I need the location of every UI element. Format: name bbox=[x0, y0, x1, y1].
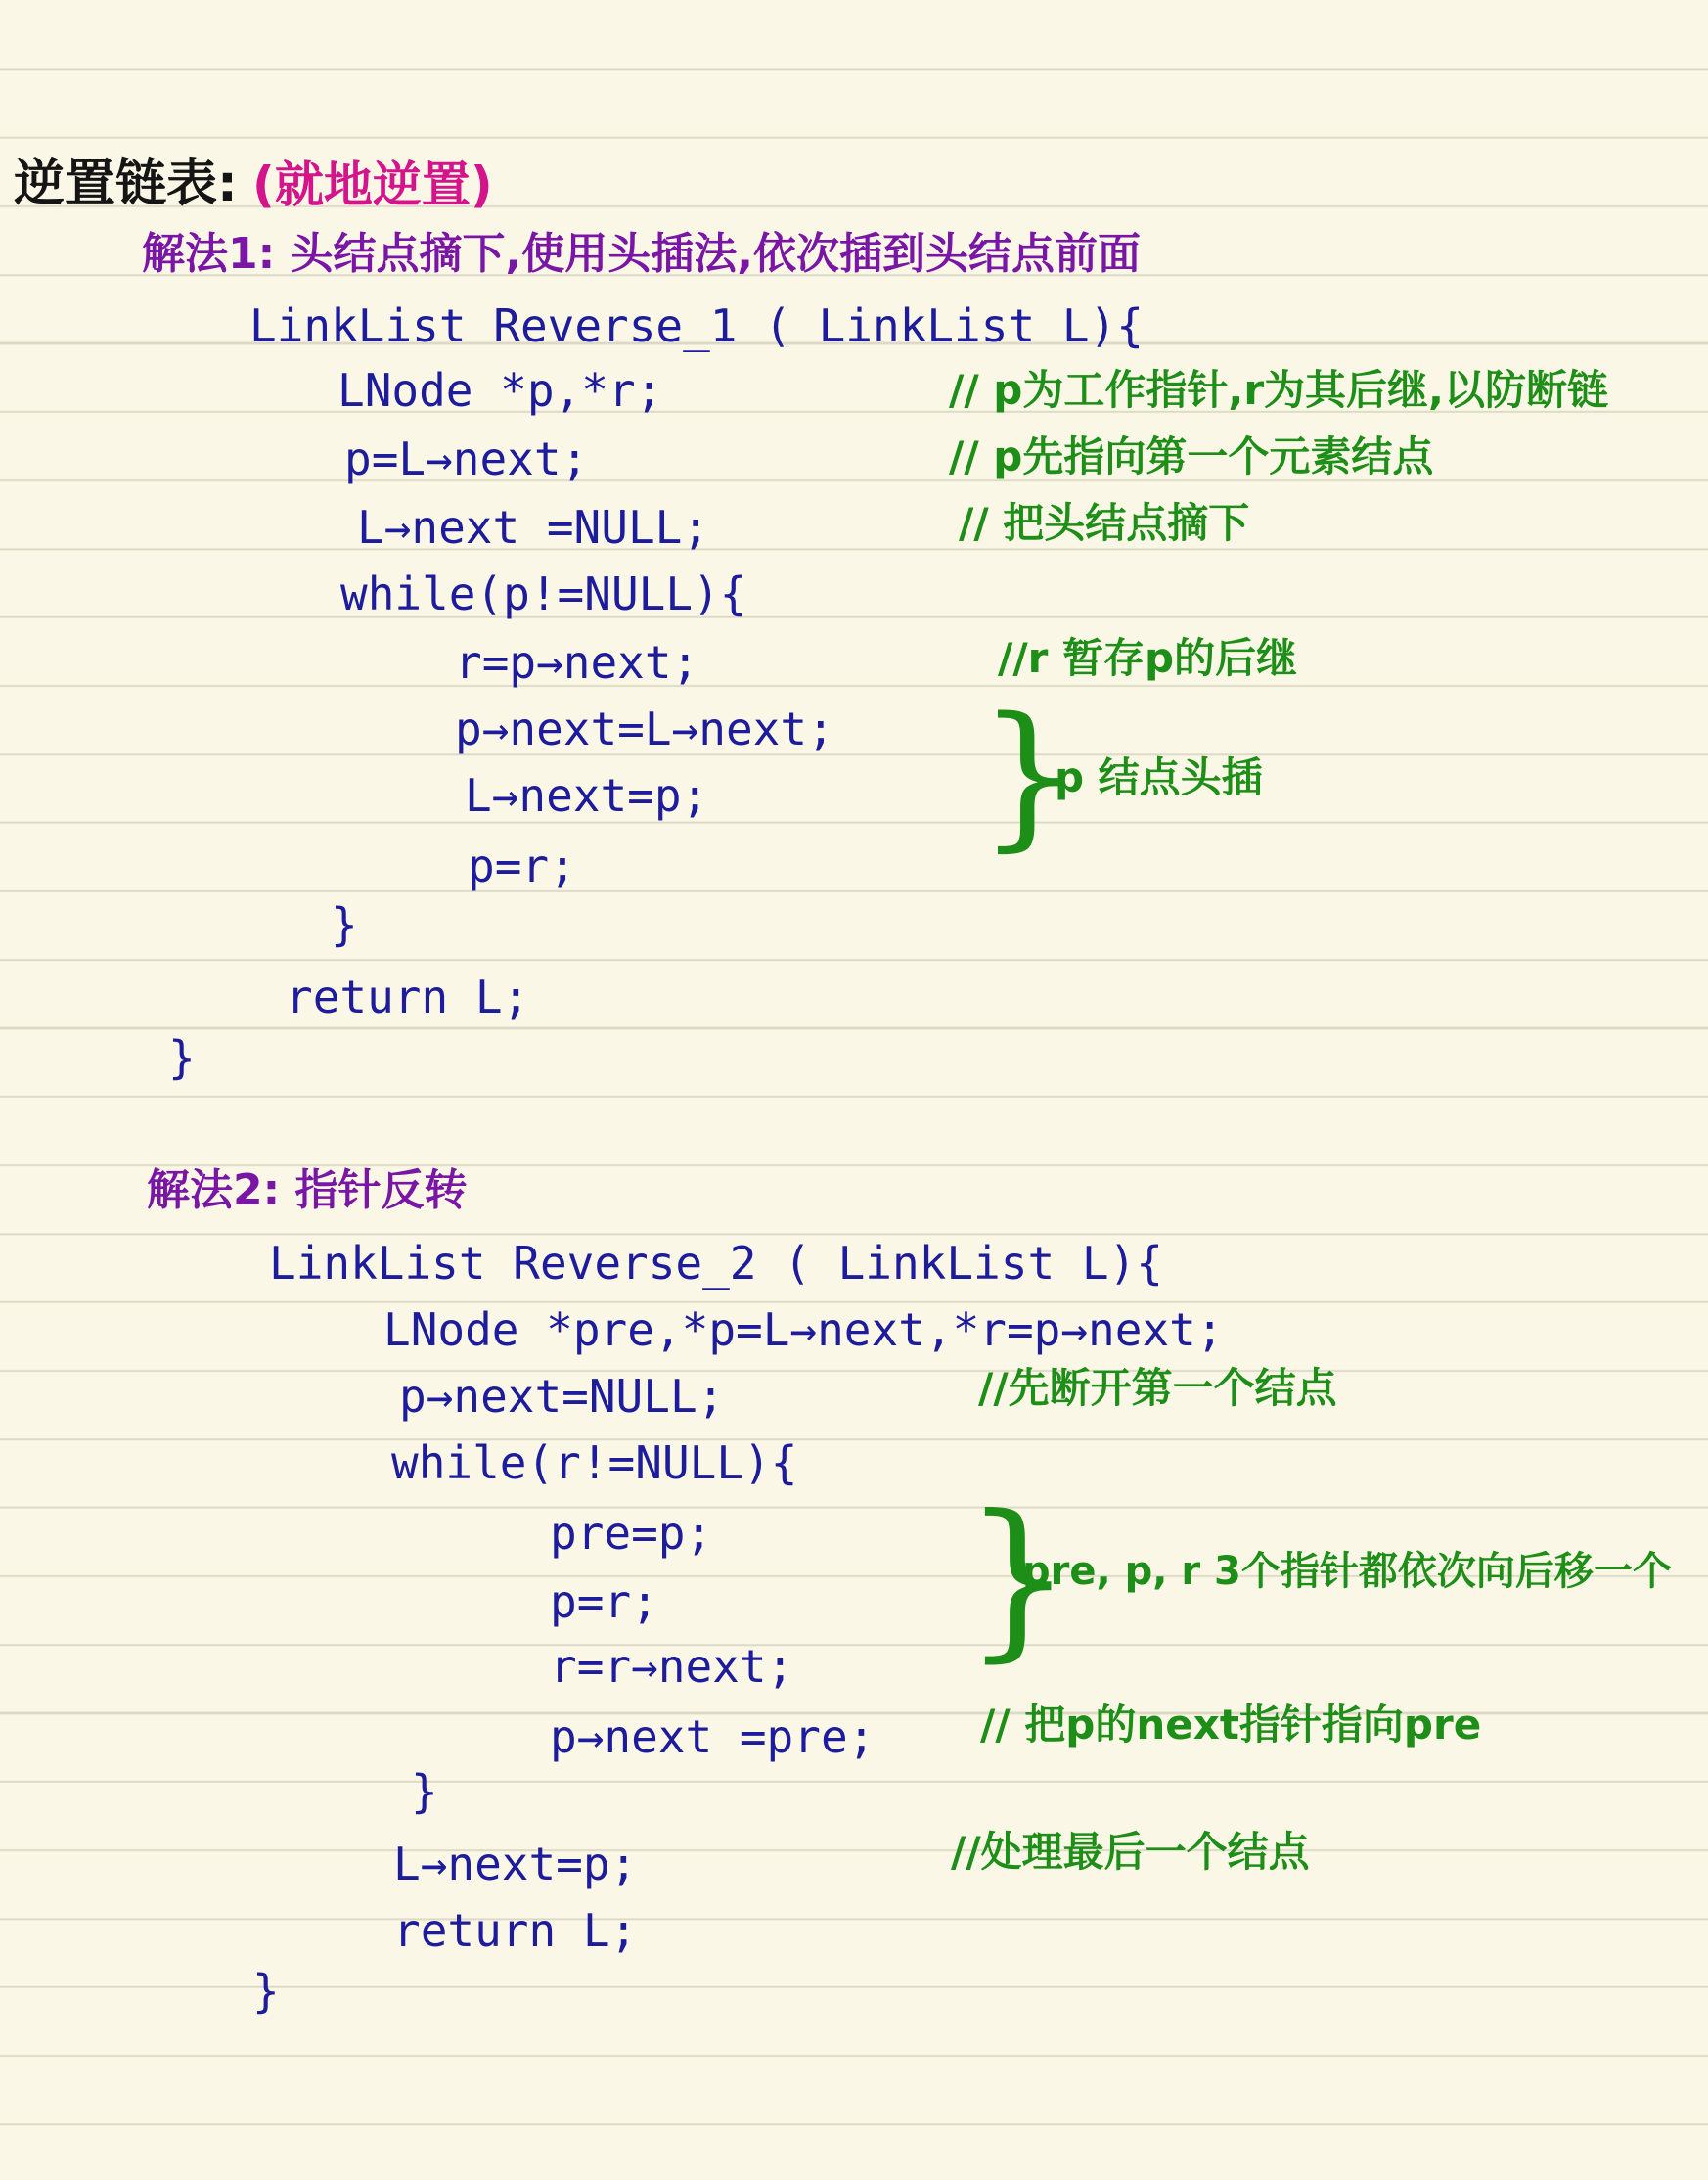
title-note: (就地逆置) bbox=[252, 157, 493, 213]
code-line: p=r; bbox=[550, 1575, 658, 1628]
code-line: LNode *p,*r; bbox=[337, 364, 663, 417]
code-line: } bbox=[411, 1765, 438, 1818]
comment: // 把头结点摘下 bbox=[959, 499, 1250, 547]
code-line: r=r→next; bbox=[550, 1640, 794, 1693]
code-line: } bbox=[331, 898, 358, 951]
code-line: while(p!=NULL){ bbox=[340, 568, 747, 620]
method2-heading: 解法2: 指针反转 bbox=[147, 1165, 468, 1215]
code-line: LinkList Reverse_2 ( LinkList L){ bbox=[269, 1237, 1163, 1290]
code-line: while(r!=NULL){ bbox=[391, 1436, 798, 1489]
code-line: p=r; bbox=[468, 840, 576, 892]
code-line: LinkList Reverse_1 ( LinkList L){ bbox=[249, 299, 1144, 352]
code-line: L→next=p; bbox=[393, 1838, 638, 1890]
code-line: LNode *pre,*p=L→next,*r=p→next; bbox=[383, 1303, 1224, 1356]
code-line: p→next=L→next; bbox=[455, 703, 834, 755]
brace-icon: } bbox=[978, 683, 1078, 866]
code-line: L→next =NULL; bbox=[357, 501, 710, 554]
code-line: p=L→next; bbox=[344, 432, 589, 485]
comment: pre, p, r 3个指针都依次向后移一个 bbox=[1022, 1549, 1672, 1594]
code-line: pre=p; bbox=[550, 1507, 713, 1560]
code-line: p→next =pre; bbox=[550, 1710, 876, 1763]
comment: p 结点头插 bbox=[1055, 753, 1263, 801]
code-line: } bbox=[252, 1965, 280, 2018]
comment: // 把p的next指针指向pre bbox=[980, 1701, 1482, 1749]
code-line: L→next=p; bbox=[465, 769, 709, 822]
method1-heading: 解法1: 头结点摘下,使用头插法,依次插到头结点前面 bbox=[142, 229, 1141, 279]
comment: // p为工作指针,r为其后继,以防断链 bbox=[949, 366, 1608, 414]
code-line: } bbox=[168, 1031, 196, 1084]
brace-icon: } bbox=[964, 1479, 1073, 1678]
page-title: 逆置链表: bbox=[14, 155, 238, 213]
comment: // p先指向第一个元素结点 bbox=[949, 432, 1434, 480]
comment: //先断开第一个结点 bbox=[978, 1364, 1337, 1412]
code-line: r=p→next; bbox=[455, 636, 699, 689]
comment: //处理最后一个结点 bbox=[951, 1828, 1310, 1876]
code-line: return L; bbox=[393, 1904, 638, 1957]
code-line: return L; bbox=[286, 971, 530, 1023]
code-line: p→next=NULL; bbox=[399, 1370, 725, 1423]
comment: //r 暂存p的后继 bbox=[998, 634, 1298, 682]
